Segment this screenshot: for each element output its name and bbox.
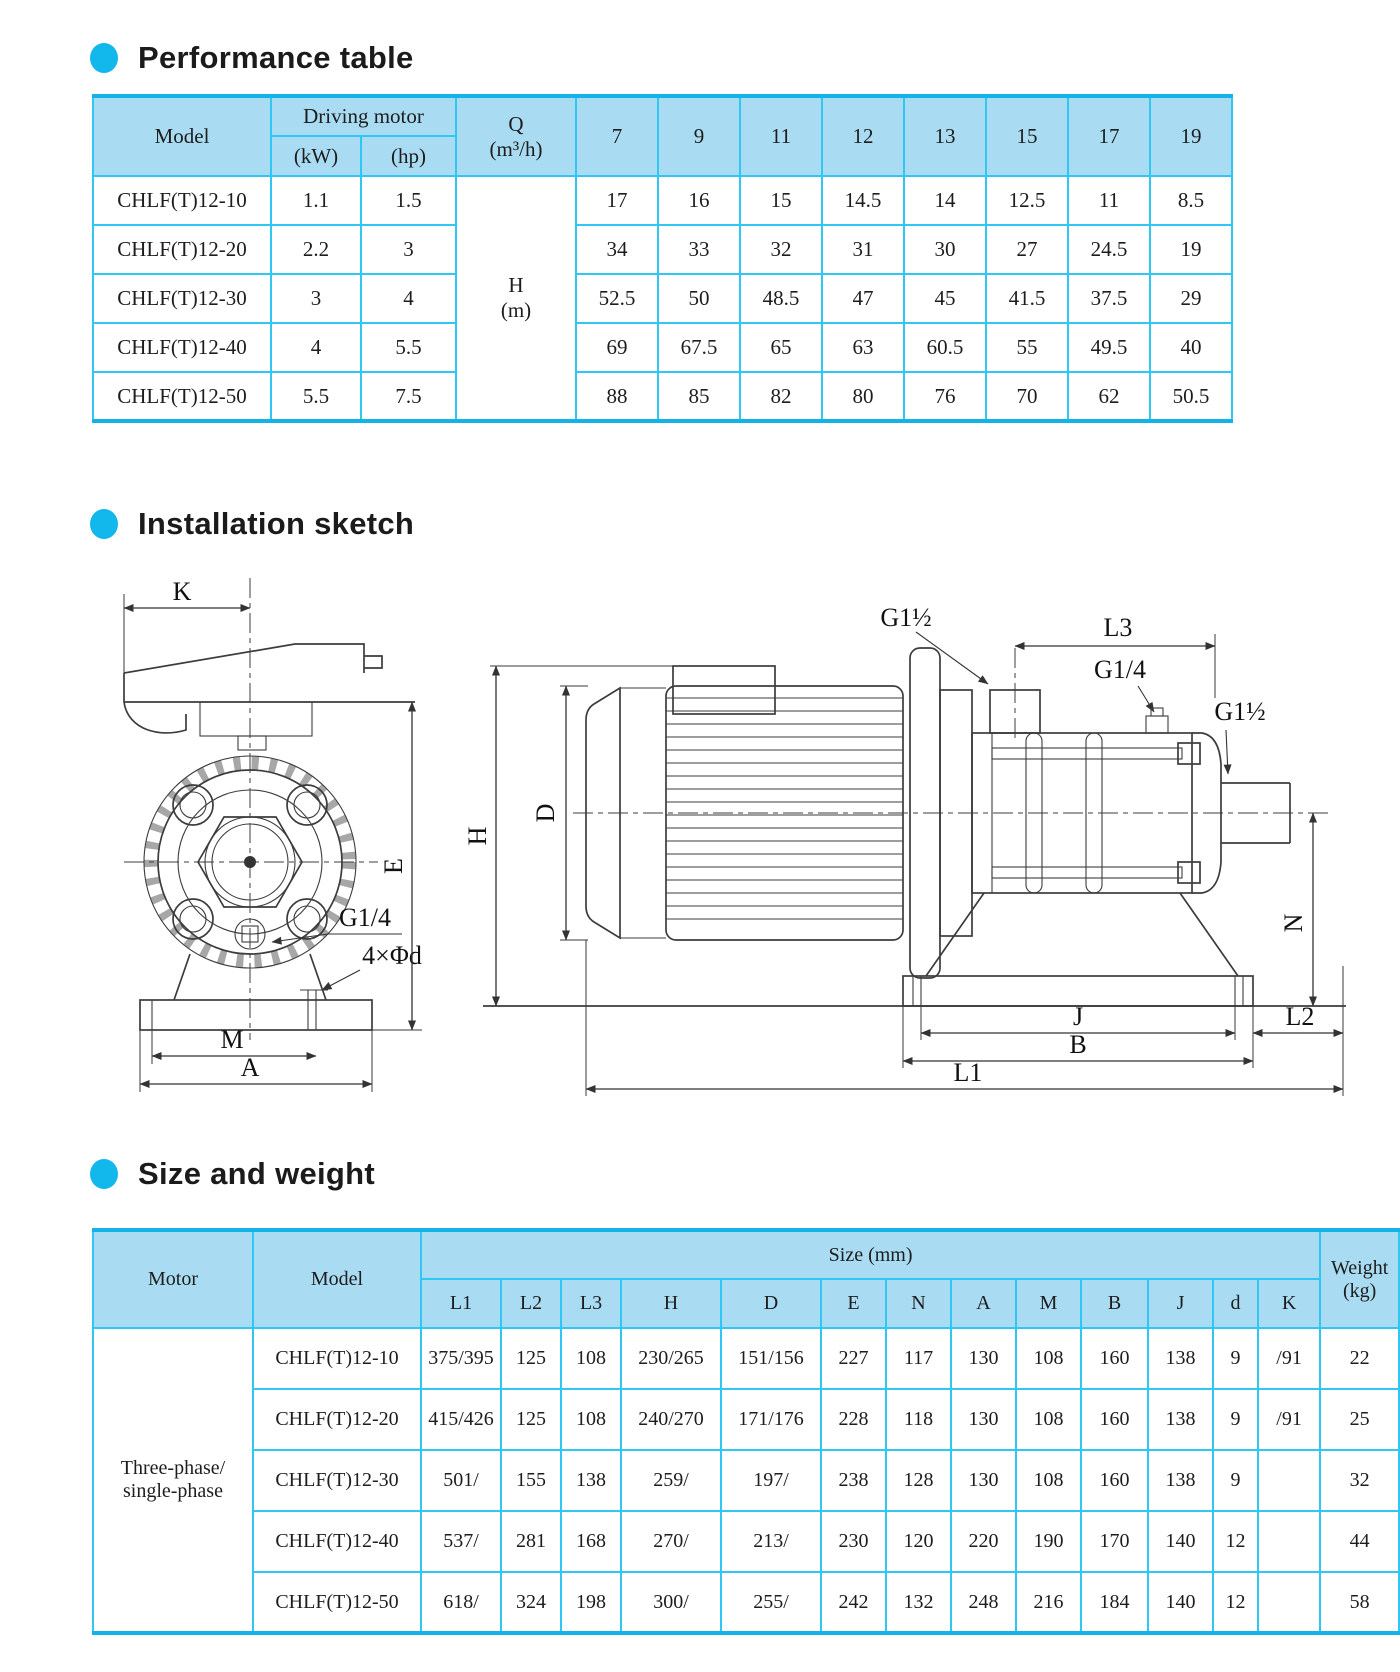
size-value-cell: 117 <box>886 1328 951 1389</box>
size-value-cell: 130 <box>951 1328 1016 1389</box>
weight-cell: 32 <box>1320 1450 1399 1511</box>
kw-cell: 1.1 <box>271 176 361 225</box>
size-value-cell: 155 <box>501 1450 561 1511</box>
size-column-header: N <box>886 1279 951 1328</box>
clamp-block <box>200 702 312 736</box>
size-value-cell: 198 <box>561 1572 621 1633</box>
size-value-cell: 108 <box>561 1328 621 1389</box>
weight-label: Weight <box>1331 1256 1389 1279</box>
head-value-cell: 69 <box>576 323 658 372</box>
dim-label-g112-top: G1½ <box>880 603 932 632</box>
size-value-cell <box>1258 1511 1320 1572</box>
bolt-hole-leader <box>322 970 360 990</box>
head-value-cell: 48.5 <box>740 274 822 323</box>
size-value-cell: 227 <box>821 1328 886 1389</box>
size-column-header: H <box>621 1279 721 1328</box>
size-value-cell: 140 <box>1148 1511 1213 1572</box>
size-table-row <box>93 1572 1399 1633</box>
flow-column-header: 12 <box>822 96 904 176</box>
pump-side-view <box>463 603 1346 1096</box>
size-value-cell: 501/ <box>421 1450 501 1511</box>
head-value-cell: 55 <box>986 323 1068 372</box>
head-value-cell: 33 <box>658 225 740 274</box>
g112-side-leader <box>1226 730 1228 774</box>
head-value-cell: 29 <box>1150 274 1232 323</box>
size-value-cell: 151/156 <box>721 1328 821 1389</box>
weight-cell: 22 <box>1320 1328 1399 1389</box>
size-column-header: D <box>721 1279 821 1328</box>
head-value-cell: 17 <box>576 176 658 225</box>
size-header-row-1 <box>93 1230 1399 1279</box>
flow-q-header <box>456 96 576 176</box>
size-value-cell: 108 <box>1016 1389 1081 1450</box>
performance-table-row <box>93 274 1232 323</box>
section-title-size-weight: Size and weight <box>138 1156 376 1191</box>
motor-type-line: single-phase <box>123 1480 223 1502</box>
dim-label-a: A <box>240 1053 260 1082</box>
size-value-cell: /91 <box>1258 1328 1320 1389</box>
size-value-cell: 138 <box>561 1450 621 1511</box>
head-value-cell: 52.5 <box>576 274 658 323</box>
performance-table-row <box>93 372 1232 421</box>
head-value-cell: 41.5 <box>986 274 1068 323</box>
kw-cell: 3 <box>271 274 361 323</box>
head-value-cell: 27 <box>986 225 1068 274</box>
terminal-box <box>673 666 775 714</box>
size-column-header: B <box>1081 1279 1148 1328</box>
dim-label-l3: L3 <box>1103 613 1133 642</box>
head-value-cell: 32 <box>740 225 822 274</box>
size-value-cell: 220 <box>951 1511 1016 1572</box>
section-title-performance: Performance table <box>138 40 414 75</box>
size-value-cell: 197/ <box>721 1450 821 1511</box>
section-title-installation: Installation sketch <box>138 506 415 541</box>
head-value-cell: 19 <box>1150 225 1232 274</box>
model-cell: CHLF(T)12-30 <box>253 1450 421 1511</box>
head-value-cell: 50.5 <box>1150 372 1232 421</box>
kw-column-header: (kW) <box>271 136 361 176</box>
size-value-cell: 270/ <box>621 1511 721 1572</box>
motor-type-cell <box>93 1328 253 1633</box>
h-unit: (m) <box>500 298 532 322</box>
size-value-cell: 240/270 <box>621 1389 721 1450</box>
size-column-header: L3 <box>561 1279 621 1328</box>
head-value-cell: 88 <box>576 372 658 421</box>
performance-header-row-1 <box>93 96 1232 136</box>
size-column-header: L1 <box>421 1279 501 1328</box>
model-cell: CHLF(T)12-50 <box>93 372 271 421</box>
kw-cell: 2.2 <box>271 225 361 274</box>
size-table-row <box>93 1450 1399 1511</box>
size-table-row <box>93 1389 1399 1450</box>
size-value-cell: 130 <box>951 1389 1016 1450</box>
size-value-cell: 108 <box>1016 1450 1081 1511</box>
hp-cell: 3 <box>361 225 456 274</box>
size-value-cell: 118 <box>886 1389 951 1450</box>
size-value-cell: 238 <box>821 1450 886 1511</box>
flow-column-header: 19 <box>1150 96 1232 176</box>
section-header-installation <box>90 506 414 542</box>
size-value-cell: 125 <box>501 1389 561 1450</box>
dim-label-bolt-holes: 4×Φd <box>362 941 422 970</box>
head-value-cell: 34 <box>576 225 658 274</box>
head-value-cell: 70 <box>986 372 1068 421</box>
dim-label-l2: L2 <box>1285 1002 1315 1031</box>
size-value-cell: 230 <box>821 1511 886 1572</box>
size-value-cell: 120 <box>886 1511 951 1572</box>
model-cell: CHLF(T)12-30 <box>93 274 271 323</box>
head-value-cell: 49.5 <box>1068 323 1150 372</box>
dim-label-g112-side: G1½ <box>1214 697 1266 726</box>
size-mm-header: Size (mm) <box>421 1230 1320 1279</box>
base-plate-front <box>140 1000 372 1030</box>
size-value-cell: 108 <box>1016 1328 1081 1389</box>
model-cell: CHLF(T)12-10 <box>93 176 271 225</box>
weight-unit: (kg) <box>1342 1279 1377 1302</box>
size-column-header: d <box>1213 1279 1258 1328</box>
flow-column-header: 11 <box>740 96 822 176</box>
performance-table-row <box>93 225 1232 274</box>
head-value-cell: 60.5 <box>904 323 986 372</box>
h-label: H <box>508 273 524 297</box>
dim-label-m: M <box>220 1025 244 1054</box>
tie-rod-nut <box>1178 743 1200 764</box>
bullet-icon <box>90 43 118 73</box>
performance-table <box>92 94 1233 423</box>
size-value-cell: 138 <box>1148 1389 1213 1450</box>
size-value-cell: 184 <box>1081 1572 1148 1633</box>
head-value-cell: 85 <box>658 372 740 421</box>
head-value-cell: 65 <box>740 323 822 372</box>
size-value-cell: 132 <box>886 1572 951 1633</box>
flow-column-header: 9 <box>658 96 740 176</box>
dim-label-l1: L1 <box>953 1058 983 1087</box>
head-value-cell: 15 <box>740 176 822 225</box>
size-column-header: J <box>1148 1279 1213 1328</box>
size-value-cell: 324 <box>501 1572 561 1633</box>
installation-sketch <box>48 558 1348 1103</box>
head-value-cell: 82 <box>740 372 822 421</box>
weight-cell: 58 <box>1320 1572 1399 1633</box>
section-header-size-weight <box>90 1156 375 1192</box>
section-header-performance <box>90 40 414 76</box>
size-value-cell: 9 <box>1213 1450 1258 1511</box>
bracket-base <box>124 656 415 702</box>
size-value-cell: 415/426 <box>421 1389 501 1450</box>
hp-cell: 5.5 <box>361 323 456 372</box>
size-value-cell: 375/395 <box>421 1328 501 1389</box>
dim-label-j: J <box>1072 1002 1084 1031</box>
size-value-cell: 170 <box>1081 1511 1148 1572</box>
size-value-cell: 130 <box>951 1450 1016 1511</box>
model-cell: CHLF(T)12-40 <box>253 1511 421 1572</box>
size-value-cell: 9 <box>1213 1389 1258 1450</box>
kw-cell: 5.5 <box>271 372 361 421</box>
size-weight-table <box>92 1228 1400 1635</box>
size-value-cell: 125 <box>501 1328 561 1389</box>
head-value-cell: 45 <box>904 274 986 323</box>
head-value-cell: 14 <box>904 176 986 225</box>
size-column-header: L2 <box>501 1279 561 1328</box>
head-unit-cell <box>456 176 576 421</box>
dim-label-e: E <box>379 858 408 874</box>
head-value-cell: 67.5 <box>658 323 740 372</box>
dim-label-g14-front: G1/4 <box>339 903 391 932</box>
size-value-cell: 138 <box>1148 1450 1213 1511</box>
size-value-cell: 242 <box>821 1572 886 1633</box>
size-value-cell: 228 <box>821 1389 886 1450</box>
size-value-cell: 300/ <box>621 1572 721 1633</box>
size-table-row <box>93 1511 1399 1572</box>
flow-column-header: 17 <box>1068 96 1150 176</box>
motor-fins <box>666 698 903 919</box>
weight-cell: 44 <box>1320 1511 1399 1572</box>
size-value-cell: 128 <box>886 1450 951 1511</box>
head-value-cell: 11 <box>1068 176 1150 225</box>
head-value-cell: 24.5 <box>1068 225 1150 274</box>
head-value-cell: 37.5 <box>1068 274 1150 323</box>
model-cell: CHLF(T)12-50 <box>253 1572 421 1633</box>
size-value-cell: 537/ <box>421 1511 501 1572</box>
flow-column-header: 13 <box>904 96 986 176</box>
size-column-header: M <box>1016 1279 1081 1328</box>
head-value-cell: 16 <box>658 176 740 225</box>
head-value-cell: 14.5 <box>822 176 904 225</box>
model-cell: CHLF(T)12-20 <box>93 225 271 274</box>
pump-front-view <box>124 577 422 1092</box>
size-value-cell: 9 <box>1213 1328 1258 1389</box>
size-value-cell: 230/265 <box>621 1328 721 1389</box>
size-value-cell: 281 <box>501 1511 561 1572</box>
size-value-cell <box>1258 1572 1320 1633</box>
size-value-cell: 138 <box>1148 1328 1213 1389</box>
head-value-cell: 12.5 <box>986 176 1068 225</box>
model-cell: CHLF(T)12-20 <box>253 1389 421 1450</box>
size-value-cell: 140 <box>1148 1572 1213 1633</box>
q-label: Q <box>508 111 524 136</box>
size-value-cell: 255/ <box>721 1572 821 1633</box>
tie-rod-bottom <box>992 867 1182 878</box>
size-value-cell: 160 <box>1081 1450 1148 1511</box>
performance-table-body <box>93 176 1232 421</box>
tie-rod-nut <box>1178 862 1200 883</box>
size-value-cell: 12 <box>1213 1511 1258 1572</box>
model-column-header: Model <box>253 1230 421 1328</box>
weight-column-header <box>1320 1230 1399 1328</box>
motor-column-header: Motor <box>93 1230 253 1328</box>
driving-motor-header: Driving motor <box>271 96 456 136</box>
bracket-hook <box>124 702 186 733</box>
kw-cell: 4 <box>271 323 361 372</box>
size-value-cell: 190 <box>1016 1511 1081 1572</box>
g14-plug <box>1146 716 1168 733</box>
flow-column-header: 15 <box>986 96 1068 176</box>
size-value-cell: 160 <box>1081 1389 1148 1450</box>
size-value-cell: 213/ <box>721 1511 821 1572</box>
model-cell: CHLF(T)12-40 <box>93 323 271 372</box>
head-value-cell: 63 <box>822 323 904 372</box>
clamp-nub <box>238 736 266 750</box>
size-value-cell: 12 <box>1213 1572 1258 1633</box>
head-value-cell: 50 <box>658 274 740 323</box>
size-value-cell: 168 <box>561 1511 621 1572</box>
size-value-cell: 259/ <box>621 1450 721 1511</box>
weight-cell: 25 <box>1320 1389 1399 1450</box>
flow-column-header: 7 <box>576 96 658 176</box>
dim-label-d: D <box>531 803 560 823</box>
hp-cell: 7.5 <box>361 372 456 421</box>
size-table-body <box>93 1328 1399 1633</box>
size-value-cell: 248 <box>951 1572 1016 1633</box>
model-column-header: Model <box>93 96 271 176</box>
dim-label-h: H <box>463 826 492 846</box>
dim-label-g14-side: G1/4 <box>1094 655 1146 684</box>
hp-cell: 1.5 <box>361 176 456 225</box>
head-value-cell: 31 <box>822 225 904 274</box>
performance-table-row <box>93 323 1232 372</box>
hp-column-header: (hp) <box>361 136 456 176</box>
g112-top-leader <box>916 632 988 684</box>
size-column-header: A <box>951 1279 1016 1328</box>
tie-rod-top <box>992 748 1182 759</box>
model-cell: CHLF(T)12-10 <box>253 1328 421 1389</box>
size-value-cell: 160 <box>1081 1328 1148 1389</box>
bullet-icon <box>90 509 118 539</box>
performance-table-row <box>93 176 1232 225</box>
size-column-header: E <box>821 1279 886 1328</box>
size-value-cell: 618/ <box>421 1572 501 1633</box>
size-value-cell: /91 <box>1258 1389 1320 1450</box>
size-value-cell <box>1258 1450 1320 1511</box>
head-value-cell: 8.5 <box>1150 176 1232 225</box>
head-value-cell: 30 <box>904 225 986 274</box>
dim-label-n: N <box>1279 913 1308 933</box>
size-table-row <box>93 1328 1399 1389</box>
head-value-cell: 40 <box>1150 323 1232 372</box>
size-value-cell: 171/176 <box>721 1389 821 1450</box>
hp-cell: 4 <box>361 274 456 323</box>
dim-label-k: K <box>172 577 192 606</box>
size-value-cell: 108 <box>561 1389 621 1450</box>
head-value-cell: 47 <box>822 274 904 323</box>
bracket-outline <box>124 644 364 673</box>
head-value-cell: 80 <box>822 372 904 421</box>
size-column-header: K <box>1258 1279 1320 1328</box>
motor-type-line: Three-phase/ <box>120 1457 226 1479</box>
dim-label-b: B <box>1069 1030 1087 1059</box>
q-unit: (m³/h) <box>489 136 543 161</box>
bullet-icon <box>90 1159 118 1189</box>
head-value-cell: 76 <box>904 372 986 421</box>
head-value-cell: 62 <box>1068 372 1150 421</box>
size-value-cell: 216 <box>1016 1572 1081 1633</box>
